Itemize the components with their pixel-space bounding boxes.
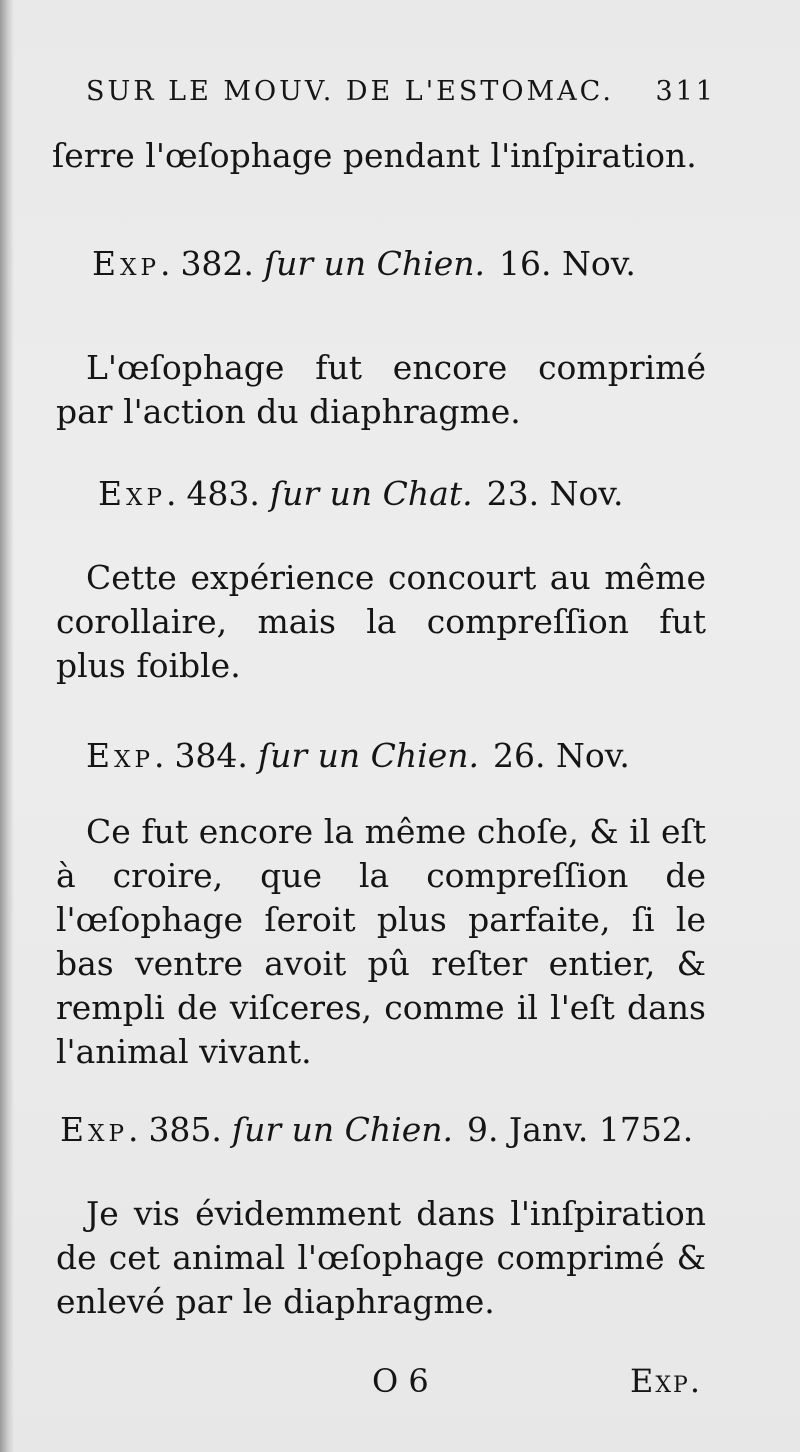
- experiment-number: 384.: [174, 736, 248, 775]
- experiment-date: 23. Nov.: [486, 474, 624, 513]
- experiment-heading: [98, 472, 624, 516]
- experiment-number: 483.: [186, 474, 260, 513]
- page-spine-shadow: [0, 0, 14, 1452]
- continuation-line: ſerre l'œſophage pendant l'inſpiration.: [52, 136, 697, 175]
- experiment-label: Exp.: [86, 736, 169, 775]
- experiment-heading: [92, 242, 636, 286]
- experiment-text: Je vis évidemment dans l'inſpiration de cet animal l'œſophage comprimé & enlevé par le diaphragme.: [56, 1194, 706, 1321]
- experiment-date: 16. Nov.: [498, 244, 636, 283]
- experiment-text: L'œſophage fut encore comprimé par l'action du diaphragme.: [56, 348, 706, 431]
- running-title: SUR LE MOUV. DE L'ESTOMAC.: [86, 76, 614, 107]
- experiment-subject: ſur un Chat.: [269, 474, 473, 513]
- catchword: Exp.: [630, 1362, 702, 1400]
- experiment-text: Ce fut encore la même choſe, & il eſt à croire, que la compreſſion de l'œſophage ſeroit plus parfaite, ſi le bas ventre avoit pû reſter entier, & rempli de viſceres, comme il l'eſt dans l'animal vivant.: [56, 812, 706, 1071]
- signature-mark: O 6: [372, 1362, 429, 1400]
- experiment-date: 9. Janv. 1752.: [466, 1110, 694, 1149]
- experiment-heading: [86, 734, 630, 778]
- experiment-number: 385.: [148, 1110, 222, 1149]
- experiment-subject: ſur un Chien.: [231, 1110, 453, 1149]
- experiment-label: Exp.: [98, 474, 181, 513]
- experiment-number: 382.: [180, 244, 254, 283]
- experiment-heading: [60, 1108, 693, 1152]
- experiment-subject: ſur un Chien.: [263, 244, 485, 283]
- experiment-text: Cette expérience concourt au même corollaire, mais la compreſſion fut plus foible.: [56, 558, 706, 685]
- page-number: 311: [655, 76, 716, 107]
- experiment-subject: ſur un Chien.: [257, 736, 479, 775]
- experiment-label: Exp.: [60, 1110, 143, 1149]
- experiment-label: Exp.: [92, 244, 175, 283]
- experiment-date: 26. Nov.: [492, 736, 630, 775]
- running-header: [86, 76, 716, 107]
